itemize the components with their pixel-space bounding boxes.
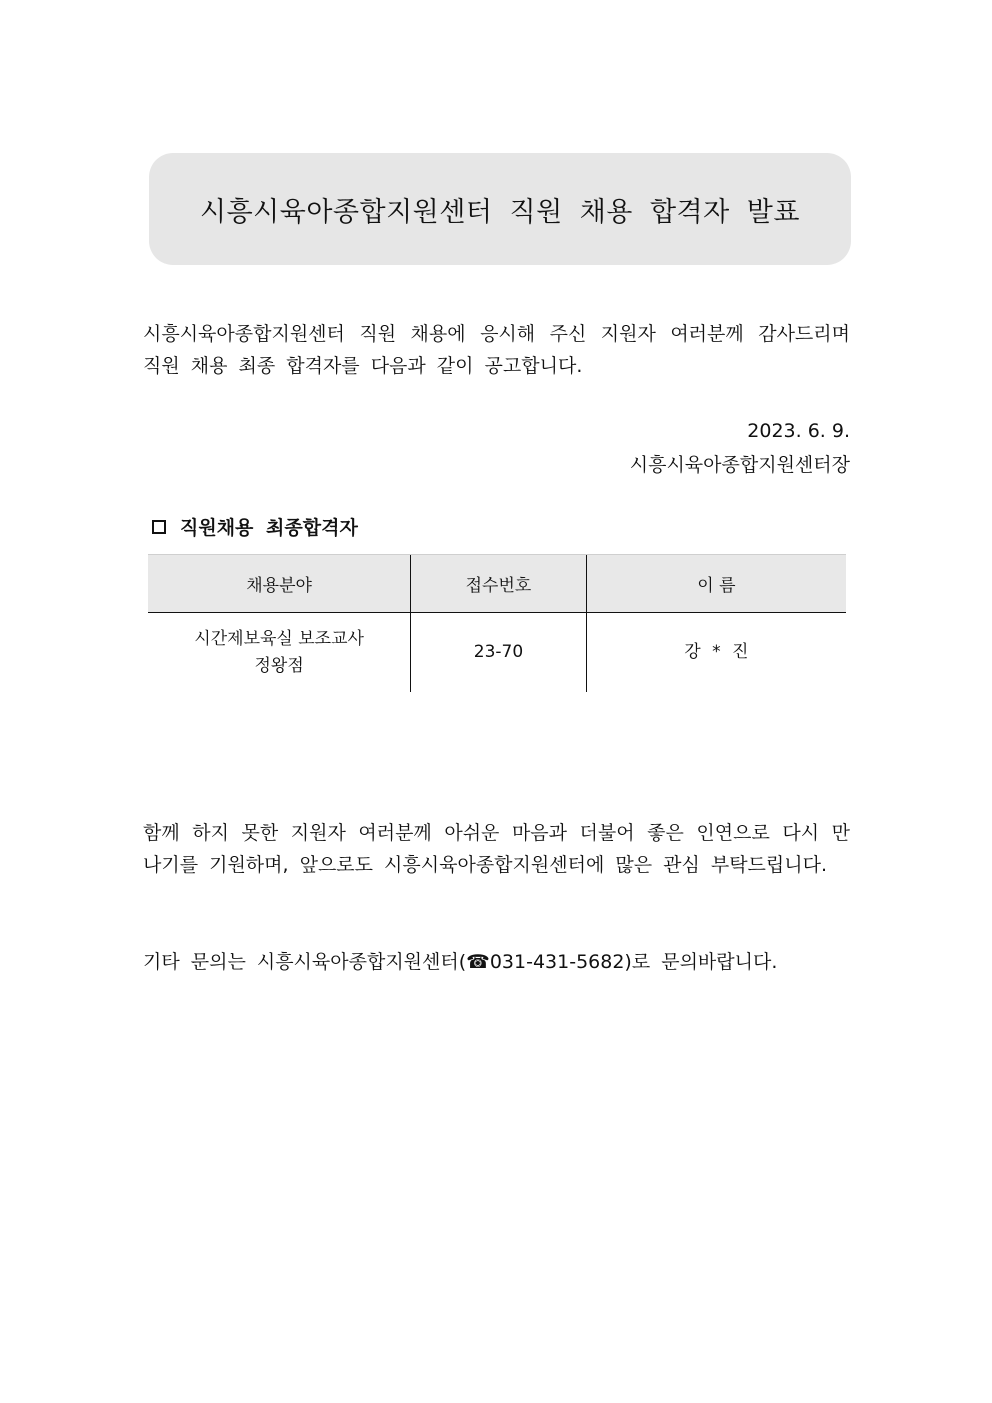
field-line2: 정왕점 <box>254 655 304 676</box>
cell-field <box>148 613 411 693</box>
announcement-date: 2023. 6. 9. <box>747 420 850 442</box>
cell-number: 23-70 <box>411 613 587 693</box>
page-title: 시흥시육아종합지원센터 직원 채용 합격자 발표 <box>200 196 800 228</box>
issuer-name: 시흥시육아종합지원센터장 <box>629 454 850 476</box>
checkbox-icon <box>152 520 166 534</box>
header-field: 채용분야 <box>148 555 411 613</box>
table-row <box>148 613 846 693</box>
cell-name: 강 * 진 <box>586 613 846 693</box>
field-line1: 시간제보육실 보조교사 <box>194 628 364 649</box>
table-header-row <box>148 555 846 613</box>
header-name: 이 름 <box>586 555 846 613</box>
result-table <box>148 554 846 692</box>
intro-paragraph: 시흥시육아종합지원센터 직원 채용에 응시해 주신 지원자 여러분께 감사드리며 직원 채용 최종 합격자를 다음과 같이 공고합니다. <box>143 323 850 377</box>
section-heading <box>152 513 358 540</box>
section-title: 직원채용 최종합격자 <box>180 517 358 539</box>
title-box <box>149 153 851 265</box>
header-number: 접수번호 <box>411 555 587 613</box>
closing-paragraph: 함께 하지 못한 지원자 여러분께 아쉬운 마음과 더불어 좋은 인연으로 다시 만나기를 기원하며, 앞으로도 시흥시육아종합지원센터에 많은 관심 부탁드립니다. <box>143 822 850 876</box>
contact-paragraph: 기타 문의는 시흥시육아종합지원센터(☎031-431-5682)로 문의바랍니다. <box>143 951 778 973</box>
